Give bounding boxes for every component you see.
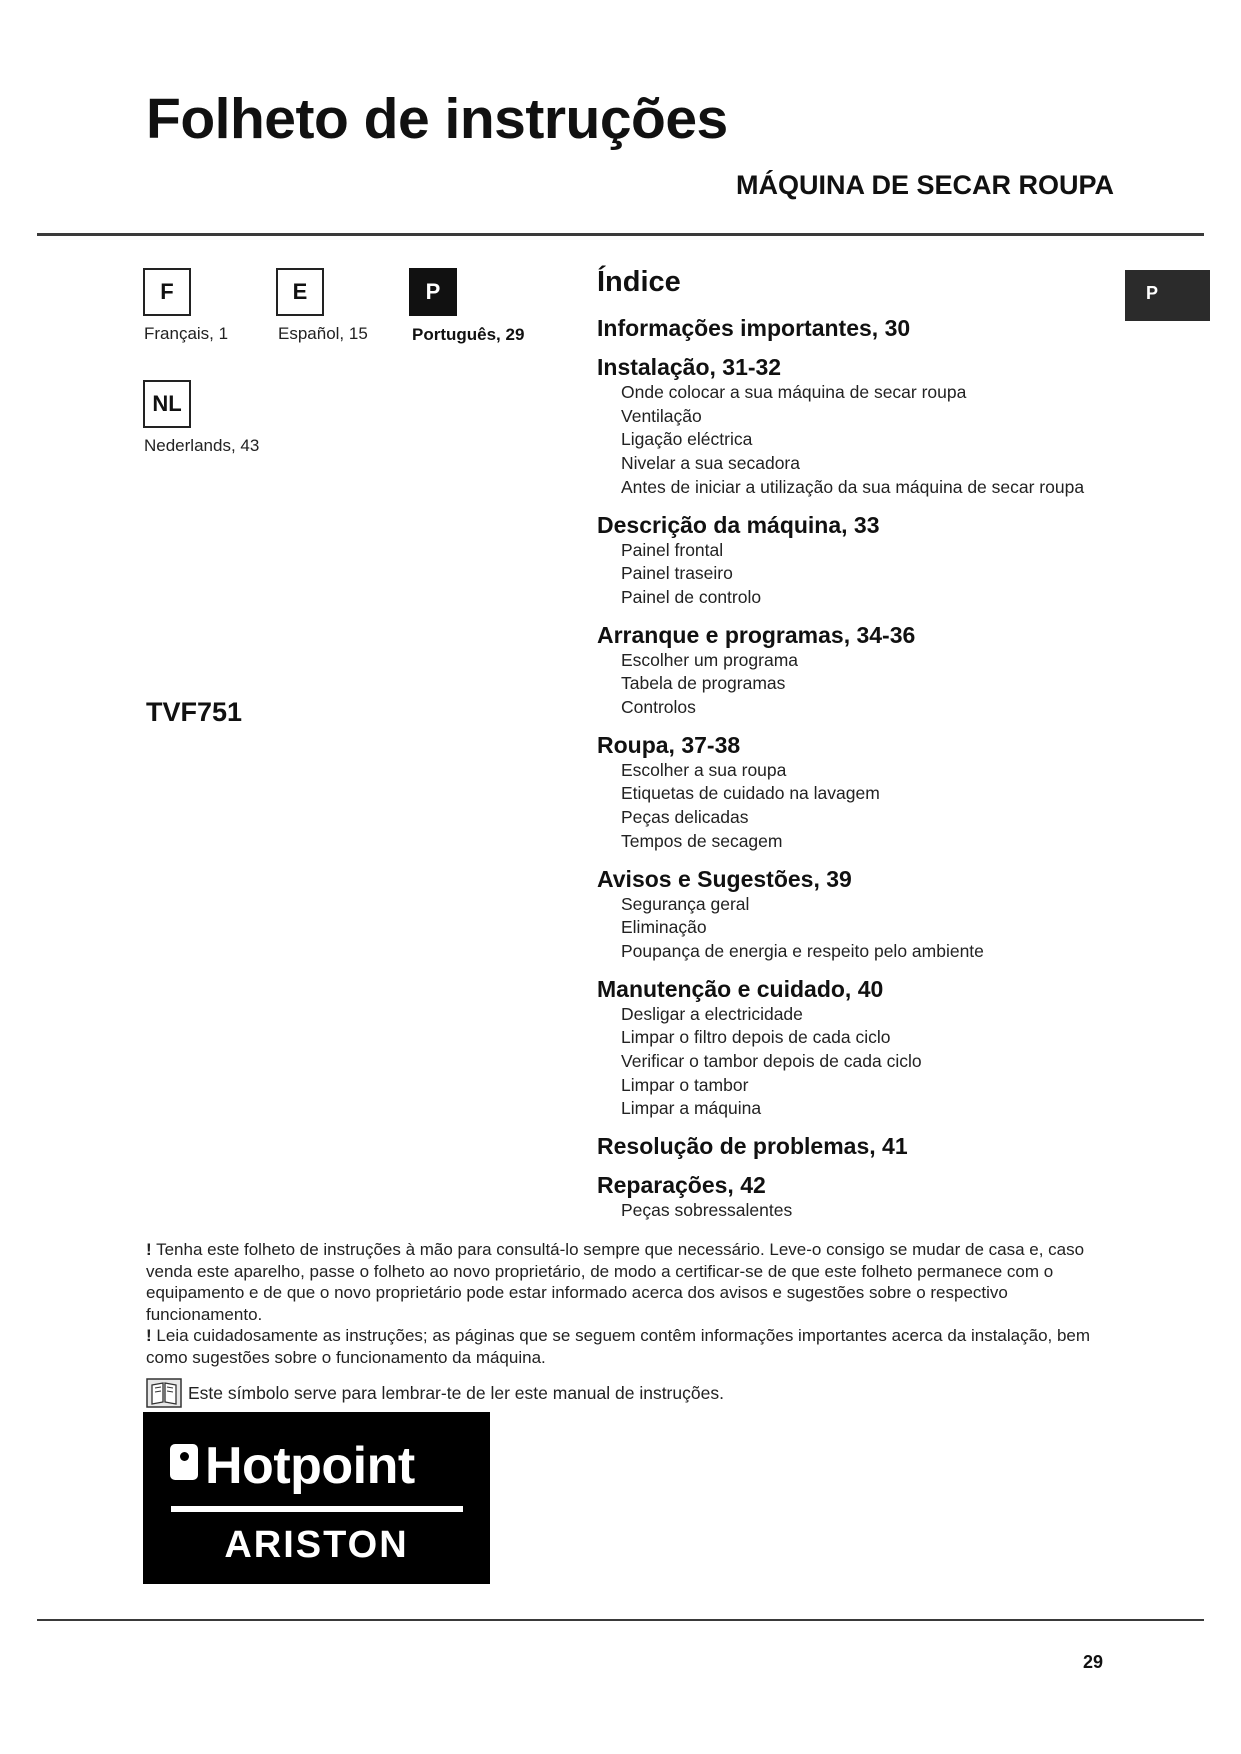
language-label-pt: Português, 29	[412, 325, 525, 344]
toc-section	[597, 1171, 1157, 1223]
model-number: TVF751	[146, 697, 243, 727]
toc-section-title: Instalação, 31-32	[597, 354, 782, 380]
note-marker: !	[146, 1240, 152, 1259]
note-paragraph	[146, 1239, 1096, 1325]
toc-section-title: Roupa, 37-38	[597, 731, 741, 758]
page-number: 29	[1083, 1652, 1104, 1672]
logo-bar	[171, 1506, 463, 1512]
language-label-es: Español, 15	[278, 324, 368, 343]
toc-section-title: Reparações, 42	[597, 1172, 766, 1199]
toc-item: Onde colocar a sua máquina de secar roupa	[621, 382, 967, 402]
toc-item: Escolher a sua roupa	[621, 759, 787, 780]
toc-item: Verificar o tambor depois de cada ciclo	[621, 1051, 922, 1072]
toc-item: Ligação eléctrica	[621, 429, 753, 450]
language-box-pt: P	[409, 268, 457, 316]
language-box-nl: NL	[143, 380, 191, 428]
toc-item: Peças sobressalentes	[621, 1200, 793, 1221]
toc-item: Etiquetas de cuidado na lavagem	[621, 783, 880, 804]
toc-item: Desligar a electricidade	[621, 1003, 803, 1024]
note-text: Leia cuidadosamente as instruções; as páginas que se seguem contêm informações importantes acerca da instalação, bem como sugestões sobre o funcionamento da máquina.	[146, 1326, 1091, 1367]
toc-item: Painel de controlo	[621, 586, 762, 607]
document-subtitle: MÁQUINA DE SECAR ROUPA	[736, 170, 1115, 200]
notes-block	[146, 1239, 1096, 1368]
bottom-divider	[37, 1619, 1204, 1621]
toc-section-title: Descrição da máquina, 33	[597, 511, 880, 538]
toc-section	[597, 731, 1157, 854]
toc-item: Antes de iniciar a utilização da sua máquina de secar roupa	[621, 476, 1085, 497]
language-box-fr: F	[143, 268, 191, 316]
toc-item: Peças delicadas	[621, 807, 749, 828]
toc-section	[597, 621, 1157, 720]
toc-section-title: Avisos e Sugestões, 39	[597, 865, 852, 892]
toc-item: Ventilação	[621, 405, 702, 426]
document-title: Folheto de instruções	[146, 87, 728, 151]
toc-item: Limpar o tambor	[621, 1074, 749, 1095]
toc-item: Escolher um programa	[621, 649, 799, 670]
hotpoint-ariston-logo	[143, 1412, 490, 1584]
manual-symbol-note	[146, 1378, 724, 1408]
toc-section	[597, 865, 1157, 964]
language-label-fr: Français, 1	[144, 324, 229, 343]
language-label-nl: Nederlands, 43	[144, 436, 260, 455]
toc-section	[597, 353, 1157, 500]
toc-item: Poupança de energia e respeito pelo ambiente	[621, 940, 984, 961]
toc-item: Nivelar a sua secadora	[621, 453, 800, 474]
logo-mark-icon	[170, 1444, 198, 1480]
language-box-es: E	[276, 268, 324, 316]
toc-section	[597, 1132, 1157, 1160]
toc-section-title: Informações importantes, 30	[597, 315, 911, 341]
note-paragraph	[146, 1325, 1096, 1368]
language-side-tab: P	[1125, 270, 1210, 321]
toc-item: Segurança geral	[621, 893, 750, 914]
toc-section	[597, 511, 1157, 610]
toc-section	[597, 975, 1157, 1122]
logo-sub-text: ARISTON	[224, 1524, 409, 1566]
top-divider	[37, 233, 1204, 236]
note-text: Tenha este folheto de instruções à mão para consultá-lo sempre que necessário. Leve-o consigo se mudar de casa e, caso venda este aparelho, passe o folheto ao novo proprietário, de modo a certificar-se de que este folheto permanece com o equipamento e de que o novo proprietário pode estar informado acerca dos avisos e sugestões sobre o respectivo funcionamento.	[146, 1240, 1085, 1324]
toc-item: Tabela de programas	[621, 673, 786, 694]
logo-brand-text: Hotpoint	[205, 1437, 415, 1495]
toc-section	[597, 314, 1157, 342]
toc-heading: Índice	[597, 266, 681, 298]
toc-section-title: Resolução de problemas, 41	[597, 1133, 908, 1160]
toc-item: Limpar o filtro depois de cada ciclo	[621, 1027, 891, 1048]
toc-section-title: Manutenção e cuidado, 40	[597, 975, 884, 1002]
table-of-contents	[597, 265, 1157, 1234]
toc-item: Painel frontal	[621, 539, 724, 560]
toc-item: Controlos	[621, 697, 696, 718]
toc-item: Eliminação	[621, 917, 707, 938]
symbol-note-text: Este símbolo serve para lembrar-te de ler este manual de instruções.	[188, 1382, 724, 1403]
toc-item: Limpar a máquina	[621, 1098, 762, 1119]
toc-section-title: Arranque e programas, 34-36	[597, 621, 916, 648]
toc-item: Tempos de secagem	[621, 830, 783, 851]
toc-item: Painel traseiro	[621, 563, 733, 584]
note-marker: !	[146, 1326, 152, 1345]
book-icon	[146, 1378, 182, 1408]
